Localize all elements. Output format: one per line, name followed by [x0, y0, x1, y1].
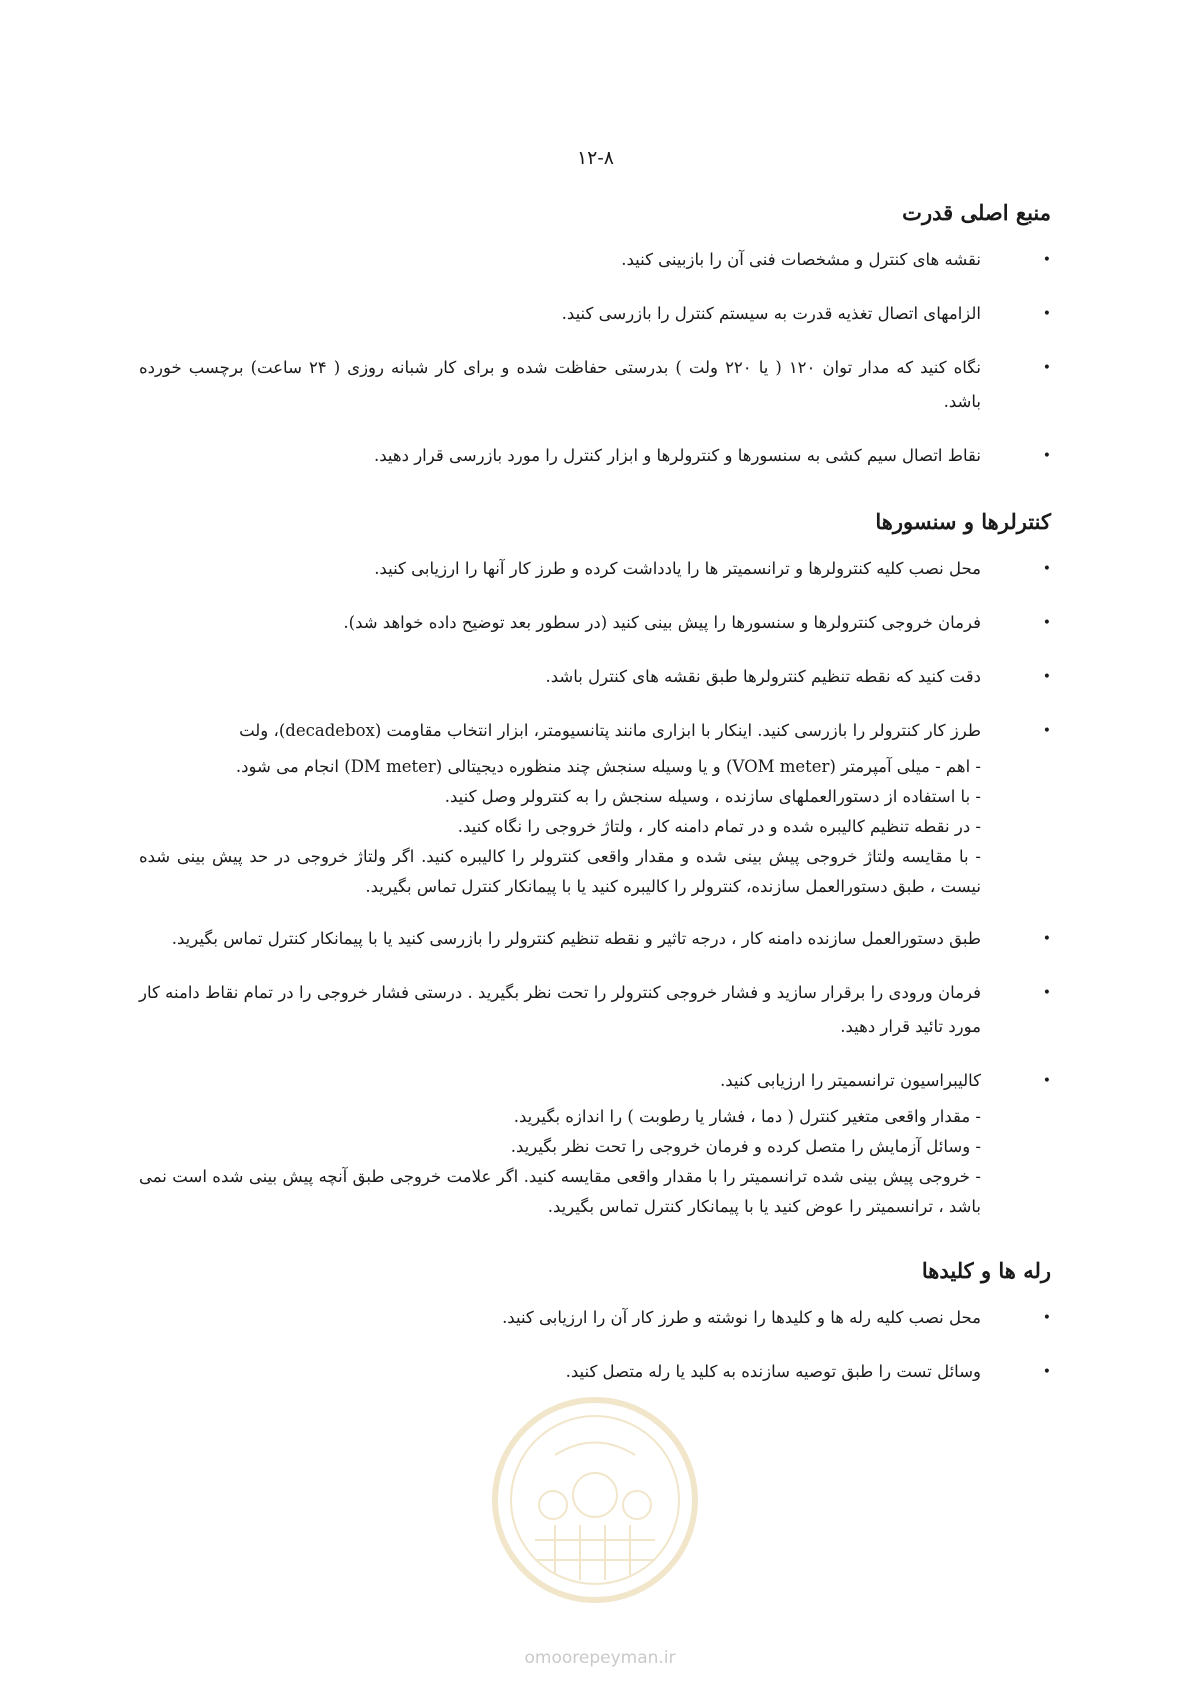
section-title: کنترلرها و سنسورها — [875, 509, 1051, 534]
list-item: • نقشه های کنترل و مشخصات فنی آن را بازبینی کنید. — [139, 243, 1051, 277]
sub-item: - با استفاده از دستورالعملهای سازنده ، وسیله سنجش را به کنترولر وصل کنید. — [444, 787, 981, 806]
list-item: • نقاط اتصال سیم کشی به سنسورها و کنترولرها و ابزار کنترل را مورد بازرسی قرار دهید. — [139, 439, 1051, 473]
page-number: ۱۲-۸ — [576, 147, 615, 169]
list-item: • کالیبراسیون ترانسمیتر را ارزیابی کنید. — [139, 1064, 1051, 1098]
sub-item: - مقدار واقعی متغیر کنترل ( دما ، فشار یا رطوبت ) را اندازه بگیرید. — [513, 1107, 981, 1126]
document-body — [139, 200, 1051, 1425]
sub-list — [139, 1102, 1051, 1222]
watermark-seal-icon — [485, 1390, 705, 1610]
sub-list — [139, 752, 1051, 902]
list-item: • طرز کار کنترولر را بازرسی کنید. اینکار با ابزاری مانند پتانسیومتر، ابزار انتخاب مقاومت (decadebox)، ولت — [139, 714, 1051, 748]
sub-item: - اهم - میلی آمپرمتر (VOM meter) و یا وسیله سنجش چند منظوره دیجیتالی (DM meter) انجام می شود. — [235, 757, 981, 776]
section-controllers-sensors — [139, 509, 1051, 1222]
bullet-list — [139, 1301, 1051, 1389]
list-item: • طبق دستورالعمل سازنده دامنه کار ، درجه تاثیر و نقطه تنظیم کنترولر را بازرسی کنید یا با پیمانکار کنترل تماس بگیرید. — [139, 922, 1051, 956]
bullet-list — [139, 243, 1051, 473]
section-title: رله ها و کلیدها — [921, 1258, 1051, 1283]
list-item: • محل نصب کلیه کنترولرها و ترانسمیتر ها را یادداشت کرده و طرز کار آنها را ارزیابی کنید. — [139, 552, 1051, 586]
sub-item: - با مقایسه ولتاژ خروجی پیش بینی شده و مقدار واقعی کنترولر را کالیبره کنید. اگر ولتاژ خروجی در حد پیش بینی شده نیست ، طبق دستورالعمل سازنده، کنترولر را کالیبره کنید یا با پیمانکار کنترل تماس بگیرید. — [139, 847, 981, 896]
list-item: • دقت کنید که نقطه تنظیم کنترولرها طبق نقشه های کنترل باشد. — [139, 660, 1051, 694]
sub-item: - وسائل آزمایش را متصل کرده و فرمان خروجی را تحت نظر بگیرید. — [510, 1137, 981, 1156]
list-item: • الزامهای اتصال تغذیه قدرت به سیستم کنترل را بازرسی کنید. — [139, 297, 1051, 331]
section-main-power-source — [139, 200, 1051, 473]
section-title: منبع اصلی قدرت — [902, 200, 1051, 225]
watermark-url: omoorepeyman.ir — [524, 1648, 676, 1668]
list-item: • نگاه کنید که مدار توان ۱۲۰ ( یا ۲۲۰ ولت ) بدرستی حفاظت شده و برای کار شبانه روزی ( ۲۴ ساعت) برچسب خورده باشد. — [139, 351, 1051, 419]
list-item: • وسائل تست را طبق توصیه سازنده به کلید یا رله متصل کنید. — [139, 1355, 1051, 1389]
sub-item: - در نقطه تنظیم کالیبره شده و در تمام دامنه کار ، ولتاژ خروجی را نگاه کنید. — [457, 817, 981, 836]
sub-item: - خروجی پیش بینی شده ترانسمیتر را با مقدار واقعی مقایسه کنید. اگر علامت خروجی طبق آنچه پیش بینی شده است نمی باشد ، ترانسمیتر را عوض کنید یا با پیمانکار کنترل تماس بگیرید. — [139, 1167, 981, 1216]
list-item: • محل نصب کلیه رله ها و کلیدها را نوشته و طرز کار آن را ارزیابی کنید. — [139, 1301, 1051, 1335]
list-item: • فرمان خروجی کنترولرها و سنسورها را پیش بینی کنید (در سطور بعد توضیح داده خواهد شد). — [139, 606, 1051, 640]
bullet-list — [139, 552, 1051, 1222]
section-relays-switches — [139, 1258, 1051, 1389]
list-item: • فرمان ورودی را برقرار سازید و فشار خروجی کنترولر را تحت نظر بگیرید . درستی فشار خروجی را در تمام نقاط دامنه کار مورد تائید قرار دهید. — [139, 976, 1051, 1044]
